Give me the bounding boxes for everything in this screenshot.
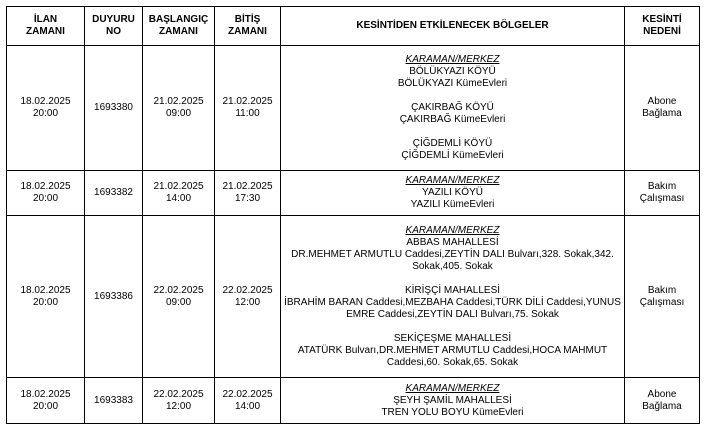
table-row (7, 216, 700, 378)
header-ilan-zamani: İLAN ZAMANI (7, 7, 85, 46)
duyuru-no-cell: 1693382 (85, 171, 143, 216)
bitis-zamani-cell: 21.02.2025 17:30 (215, 171, 281, 216)
table-row (7, 378, 700, 424)
kesinti-nedeni-cell: Abone Bağlama (625, 46, 700, 171)
region-head: KARAMAN/MERKEZ (405, 175, 500, 186)
header-duyuru-no: DUYURU NO (85, 7, 143, 46)
region-head: KARAMAN/MERKEZ (405, 224, 500, 236)
bitis-zamani-cell: 22.02.2025 12:00 (215, 216, 281, 378)
bitis-zamani-cell: 22.02.2025 14:00 (215, 378, 281, 424)
duyuru-no-cell: 1693380 (85, 46, 143, 171)
header-bitis-zamani: BİTİŞ ZAMANI (215, 7, 281, 46)
bolgeler-cell: KARAMAN/MERKEZ ABBAS MAHALLESİ DR.MEHMET ARMUTLU Caddesi,ZEYTİN DALI Bulvarı,328. Sokak,342. Sokak,405. Sokak KİRİŞÇİ MAHALLESİ İBRAHİM BARAN Caddesi,MEZBAHA Caddesi,TÜRK DİLİ Caddesi,YUNUS EMRE Caddesi,ZEYTİN DALI Bulvarı,75. Sokak SEKİÇEŞME MAHALLESİ ATATÜRK Bulvarı,DR.MEHMET ARMUTLU Caddesi,HOCA MAHMUT Caddesi,60. Sokak,65. Sokak (281, 216, 625, 378)
bolgeler-cell: KARAMAN/MERKEZ ŞEYH ŞAMİL MAHALLESİ TREN YOLU BOYU KümeEvleri (281, 378, 625, 424)
outage-table (6, 6, 700, 424)
ilan-zamani-cell: 18.02.2025 20:00 (7, 378, 85, 424)
region-head: KARAMAN/MERKEZ (405, 54, 500, 65)
header-bolgeler: KESİNTİDEN ETKİLENECEK BÖLGELER (281, 7, 625, 46)
baslangic-zamani-cell: 21.02.2025 09:00 (143, 46, 215, 171)
kesinti-nedeni-cell: Abone Bağlama (625, 378, 700, 424)
table-row (7, 171, 700, 216)
ilan-zamani-cell: 18.02.2025 20:00 (7, 46, 85, 171)
kesinti-nedeni-cell: Bakım Çalışması (625, 216, 700, 378)
bolgeler-cell: KARAMAN/MERKEZ BÖLÜKYAZI KÖYÜ BÖLÜKYAZI KümeEvleri ÇAKIRBAĞ KÖYÜ ÇAKIRBAĞ KümeEvleri ÇİĞDEMLİ KÖYÜ ÇİĞDEMLİ KümeEvleri (281, 46, 625, 171)
bolgeler-cell: KARAMAN/MERKEZ YAZILI KÖYÜ YAZILI KümeEvleri (281, 171, 625, 216)
ilan-zamani-cell: 18.02.2025 20:00 (7, 216, 85, 378)
header-baslangic-zamani: BAŞLANGIÇ ZAMANI (143, 7, 215, 46)
baslangic-zamani-cell: 22.02.2025 09:00 (143, 216, 215, 378)
baslangic-zamani-cell: 22.02.2025 12:00 (143, 378, 215, 424)
table-row (7, 46, 700, 171)
duyuru-no-cell: 1693383 (85, 378, 143, 424)
header-kesinti-nedeni: KESİNTİ NEDENİ (625, 7, 700, 46)
ilan-zamani-cell: 18.02.2025 20:00 (7, 171, 85, 216)
duyuru-no-cell: 1693386 (85, 216, 143, 378)
region-head: KARAMAN/MERKEZ (405, 382, 500, 394)
baslangic-zamani-cell: 21.02.2025 14:00 (143, 171, 215, 216)
kesinti-nedeni-cell: Bakım Çalışması (625, 171, 700, 216)
header-row (7, 7, 700, 46)
bitis-zamani-cell: 21.02.2025 11:00 (215, 46, 281, 171)
